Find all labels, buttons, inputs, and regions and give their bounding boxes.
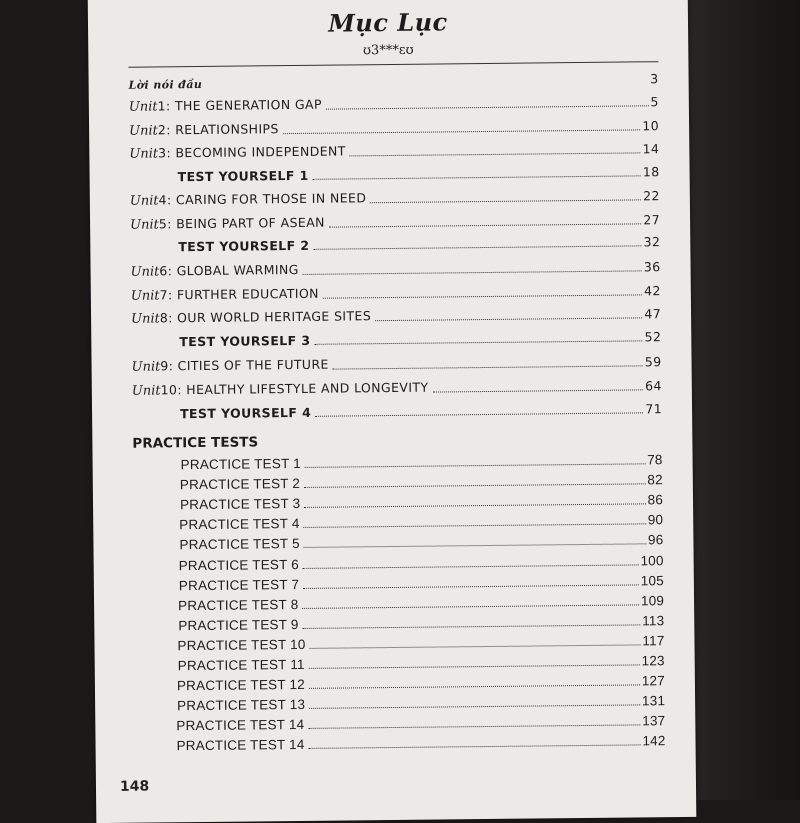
- toc-entry-page: 22: [643, 188, 660, 204]
- leader-dots: [304, 524, 646, 529]
- toc-entry-page: 113: [642, 612, 665, 629]
- toc-entry-practice-test: [176, 734, 665, 754]
- toc-entry-label: [132, 380, 429, 399]
- toc-entry-label: PRACTICE TEST 12: [176, 677, 306, 694]
- section-heading-practice: PRACTICE TESTS: [132, 434, 259, 452]
- leader-dots: [323, 294, 642, 298]
- toc-entry-label: PRACTICE TEST 14: [176, 717, 305, 734]
- leader-dots: [308, 725, 640, 729]
- unit-word: Unit: [130, 288, 160, 304]
- toc-entry-page: 117: [642, 633, 665, 649]
- toc-entry-practice-test: [178, 593, 664, 613]
- page-number: 148: [119, 778, 150, 795]
- leader-dots: [370, 199, 641, 203]
- toc-entry-practice-test: [180, 472, 663, 492]
- leader-dots: [303, 584, 639, 589]
- toc-entry-unit: [129, 117, 659, 139]
- unit-word: Unit: [129, 123, 158, 139]
- toc-entry-page: 10: [642, 118, 660, 134]
- toc-entry-label: PRACTICE TEST 14: [176, 737, 305, 754]
- toc-entry-practice-test: [177, 673, 665, 693]
- toc-entry-page: 109: [640, 592, 665, 609]
- toc-entry-page: 5: [650, 94, 659, 110]
- leader-dots: [314, 340, 642, 344]
- leader-dots: [303, 270, 642, 275]
- leader-dots: [305, 463, 645, 468]
- toc-entry-page: 71: [645, 401, 663, 417]
- leader-dots: [375, 317, 642, 321]
- toc-entry-page: 18: [642, 164, 660, 180]
- toc-entry-label: PRACTICE TEST 1: [180, 455, 301, 473]
- toc-entry-unit: [132, 377, 662, 399]
- toc-entry-page: 131: [641, 693, 666, 709]
- toc-entry-label: PRACTICE TEST 3: [179, 496, 301, 513]
- toc-entry-label: PRACTICE TEST 4: [179, 516, 300, 533]
- toc-entry-page: 142: [642, 733, 666, 749]
- toc-entry-unit: [131, 282, 661, 304]
- leader-dots: [313, 245, 641, 249]
- leader-dots: [309, 705, 640, 709]
- unit-number: 6: [159, 263, 168, 279]
- toc-entry-page: 105: [640, 572, 664, 588]
- toc-entry-practice-test: [181, 452, 663, 472]
- toc-entry-page: 90: [647, 512, 664, 528]
- unit-title: : HEALTHY LIFESTYLE AND LONGEVITY: [177, 379, 429, 398]
- leader-dots: [315, 412, 643, 416]
- toc-entry-label: [129, 143, 346, 161]
- toc-entry-label: [131, 286, 319, 304]
- unit-word: Unit: [131, 311, 160, 327]
- toc-entry-practice-test: [177, 693, 665, 713]
- toc-entry-page: 64: [645, 378, 662, 394]
- toc-entry-page: 78: [647, 452, 663, 468]
- toc-entry-label: TEST YOURSELF 2: [178, 237, 310, 255]
- book-page: [88, 0, 697, 823]
- toc-entry-label: [129, 97, 322, 115]
- leader-dots: [303, 624, 641, 629]
- toc-entry-label: PRACTICE TEST 6: [178, 556, 300, 573]
- toc-entry-unit: [130, 187, 660, 209]
- unit-word: Unit: [128, 99, 158, 115]
- unit-number: 2: [157, 122, 167, 138]
- toc-entry-test-yourself: [178, 234, 660, 254]
- toc-entry-unit: [129, 93, 659, 115]
- toc-entry-label: Lời nói đầu: [128, 77, 203, 92]
- toc-entry-label: PRACTICE TEST 10: [177, 636, 306, 654]
- toc-entry-label: [131, 262, 299, 280]
- unit-number: 9: [160, 358, 169, 374]
- toc-entry-practice-test: [180, 492, 663, 512]
- toc-entry-practice-test: [179, 512, 663, 532]
- toc-entry-page: 137: [642, 713, 666, 729]
- unit-title: : CITIES OF THE FUTURE: [168, 356, 329, 374]
- toc-entry-practice-test: [176, 713, 665, 733]
- unit-word: Unit: [131, 359, 161, 375]
- toc-entry-test-yourself: [178, 164, 660, 184]
- toc-entry-unit: [131, 258, 661, 280]
- toc-entry-page: 47: [644, 306, 662, 322]
- toc-entry-practice-test: [177, 633, 664, 653]
- toc-entry-page: 100: [640, 552, 664, 568]
- toc-entry-label: PRACTICE TEST 2: [179, 476, 301, 493]
- toc-entry-label: PRACTICE TEST 7: [178, 576, 300, 593]
- leader-dots: [304, 483, 645, 488]
- toc-entry-unit: [132, 353, 662, 375]
- unit-word: Unit: [130, 217, 159, 233]
- toc-entry-label: PRACTICE TEST 11: [177, 656, 305, 674]
- toc-entry-unit: [130, 211, 660, 233]
- toc-entry-unit: [131, 305, 661, 327]
- toc-entry-practice-test: [178, 653, 665, 673]
- toc-entry-label: [131, 308, 371, 327]
- unit-title: : GLOBAL WARMING: [167, 261, 299, 279]
- page-title: Mục Lục: [328, 7, 448, 38]
- toc-entry-test-yourself: [180, 401, 662, 421]
- toc-entry-page: 14: [642, 141, 660, 157]
- unit-number: 1: [157, 98, 167, 114]
- toc-entry-page: 86: [647, 492, 664, 508]
- leader-dots: [302, 604, 639, 609]
- unit-title: : BEING PART OF ASEAN: [167, 214, 325, 232]
- unit-number: 3: [157, 145, 167, 161]
- toc-entry-test-yourself: [179, 329, 661, 349]
- leader-dots: [309, 745, 641, 749]
- leader-dots: [303, 564, 639, 569]
- book-spine: [682, 0, 800, 800]
- unit-title: : RELATIONSHIPS: [166, 121, 279, 138]
- leader-dots: [433, 389, 644, 392]
- leader-dots: [350, 152, 641, 156]
- leader-dots: [326, 105, 649, 109]
- toc-entry-page: 127: [641, 673, 665, 689]
- unit-title: : FURTHER EDUCATION: [167, 285, 319, 303]
- toc-entry-label: PRACTICE TEST 9: [178, 616, 299, 634]
- leader-dots: [333, 365, 643, 369]
- unit-word: Unit: [129, 146, 159, 162]
- leader-dots: [329, 223, 641, 227]
- unit-word: Unit: [129, 193, 159, 209]
- toc-entry-page: 27: [643, 212, 661, 228]
- toc-entry-label: TEST YOURSELF 4: [180, 404, 312, 422]
- toc-entry-page: 3: [650, 71, 659, 87]
- toc-entry-page: 32: [643, 234, 661, 250]
- toc-entry-label: [132, 357, 329, 375]
- toc-entry-page: 82: [647, 472, 663, 488]
- leader-dots: [309, 685, 640, 689]
- leader-dots: [283, 129, 641, 134]
- toc-entry-page: 59: [644, 354, 662, 370]
- toc-entry-page: 52: [644, 329, 662, 345]
- title-ornament: ʊ3***ɛʊ: [362, 42, 414, 59]
- toc-entry-label: PRACTICE TEST 8: [178, 596, 299, 613]
- unit-word: Unit: [130, 264, 160, 280]
- toc-entry-label: TEST YOURSELF 3: [179, 332, 311, 350]
- unit-number: 5: [158, 216, 168, 232]
- toc-entry-unit: [129, 140, 659, 162]
- unit-title: : OUR WORLD HERITAGE SITES: [168, 308, 372, 326]
- unit-title: : CARING FOR THOSE IN NEED: [166, 190, 367, 208]
- leader-dots: [304, 504, 645, 509]
- toc-entry-label: [130, 190, 367, 208]
- toc-entry-practice-test: [179, 553, 664, 573]
- toc-entry-label: PRACTICE TEST 5: [179, 536, 300, 553]
- toc-entry-practice-test: [178, 613, 664, 633]
- toc-entry-label: [130, 215, 325, 233]
- toc-entry-practice-test: [179, 573, 664, 593]
- leader-dots: [313, 175, 641, 179]
- toc-entry-page: 42: [644, 283, 661, 299]
- toc-entry-label: PRACTICE TEST 13: [177, 697, 306, 714]
- toc-entry-page: 36: [643, 259, 661, 275]
- unit-title: : THE GENERATION GAP: [165, 96, 322, 114]
- unit-word: Unit: [131, 383, 161, 399]
- toc-entry-preface: [129, 71, 659, 92]
- unit-title: : BECOMING INDEPENDENT: [166, 143, 346, 161]
- leader-dots: [206, 83, 648, 88]
- header-rule: [128, 61, 658, 68]
- toc-entry-label: TEST YOURSELF 1: [177, 167, 309, 185]
- unit-number: 4: [158, 192, 167, 208]
- leader-dots: [310, 644, 641, 648]
- unit-number: 10: [160, 382, 178, 398]
- toc-entry-practice-test: [179, 533, 663, 553]
- leader-dots: [304, 544, 646, 549]
- toc-entry-page: 96: [647, 532, 664, 548]
- unit-number: 8: [159, 310, 169, 326]
- unit-number: 7: [159, 287, 168, 303]
- toc-entry-page: 123: [641, 653, 665, 669]
- toc-entry-label: [129, 121, 279, 139]
- leader-dots: [309, 664, 640, 668]
